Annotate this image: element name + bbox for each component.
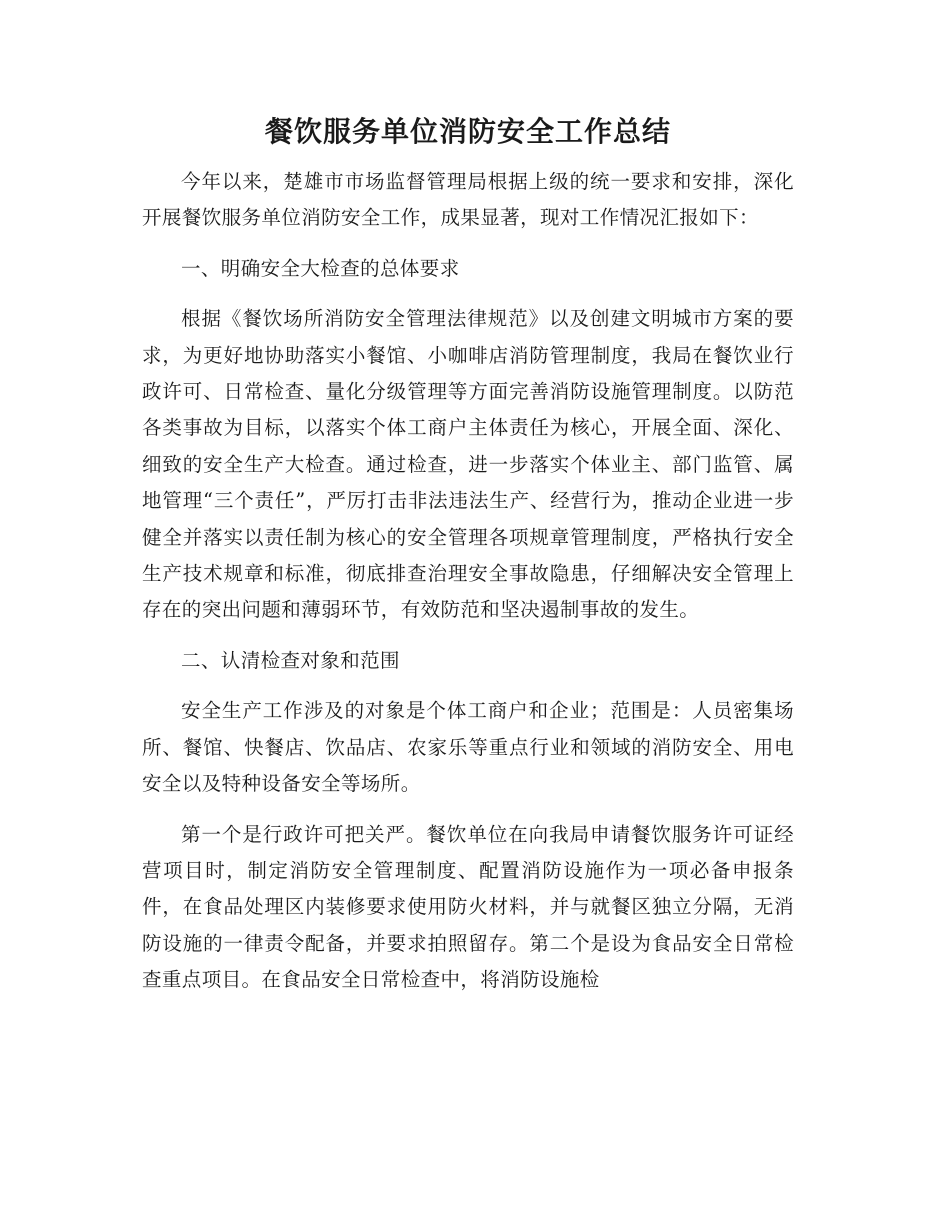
document-title: 餐饮服务单位消防安全工作总结 <box>264 115 671 148</box>
intro-paragraph: 今年以来，楚雄市市场监督管理局根据上级的统一要求和安排，深化开展餐饮服务单位消防安全工作，成果显著，现对工作情况汇报如下： <box>142 170 794 230</box>
section-2-paragraph: 安全生产工作涉及的对象是个体工商户和企业；范围是：人员密集场所、餐馆、快餐店、饮品店、农家乐等重点行业和领域的消防安全、用电安全以及特种设备安全等场所。 <box>142 699 794 796</box>
section-1-paragraph: 根据《餐饮场所消防安全管理法律规范》以及创建文明城市方案的要求，为更好地协助落实小餐馆、小咖啡店消防管理制度，我局在餐饮业行政许可、日常检查、量化分级管理等方面完善消防设施管理制度。以防范各类事故为目标，以落实个体工商户主体责任为核心，开展全面、深化、细致的安全生产大检查。通过检查，进一步落实个体业主、部门监管、属地管理“三个责任”，严厉打击非法违法生产、经营行为，推动企业进一步健全并落实以责任制为核心的安全管理各项规章管理制度，严格执行安全生产技术规章和标准，彻底排查治理安全事故隐患，仔细解决安全管理上存在的突出问题和薄弱环节，有效防范和坚决遏制事故的发生。 <box>142 307 794 622</box>
section-heading-2: 二、认清检查对象和范围 <box>181 648 400 672</box>
section-heading-1: 一、明确安全大检查的总体要求 <box>181 256 460 280</box>
document-page <box>142 108 794 1013</box>
section-3-paragraph: 第一个是行政许可把关严。餐饮单位在向我局申请餐饮服务许可证经营项目时，制定消防安全管理制度、配置消防设施作为一项必备申报条件，在食品处理区内装修要求使用防火材料，并与就餐区独立分隔，无消防设施的一律责令配备，并要求拍照留存。第二个是设为食品安全日常检查重点项目。在食品安全日常检查中，将消防设施检 <box>142 822 794 992</box>
